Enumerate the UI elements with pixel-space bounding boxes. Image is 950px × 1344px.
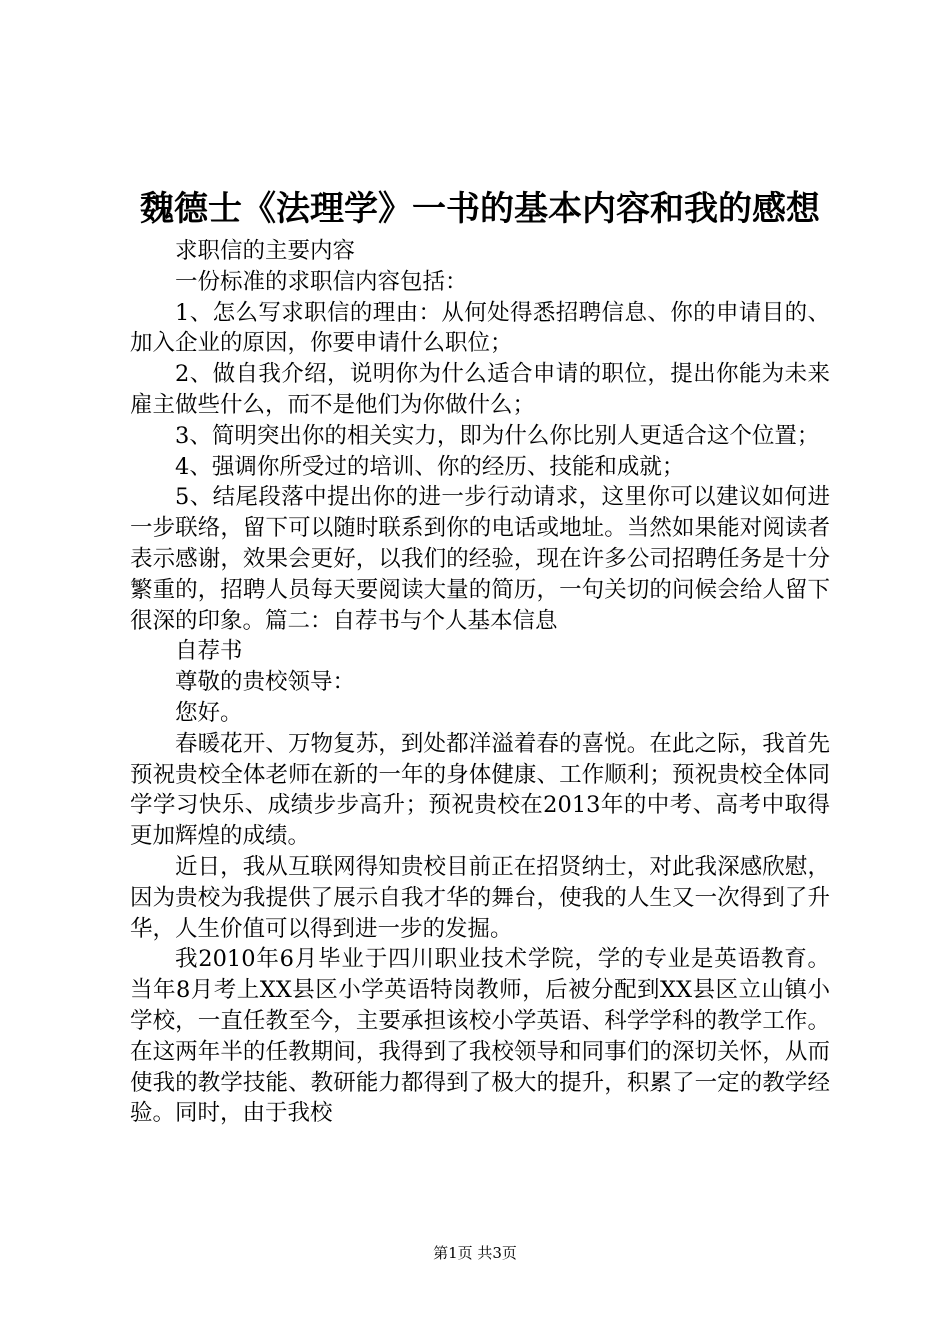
paragraph: 一份标准的求职信内容包括： xyxy=(175,268,468,295)
document-title: 魏德士《法理学》一书的基本内容和我的感想 xyxy=(140,189,820,229)
paragraph: 春暖花开、万物复苏，到处都洋溢着春的喜悦。在此之际，我首先预祝贵校全体老师在新的一年的身体健康、工作顺利；预祝贵校全体同学学习快乐、成绩步步高升；预祝贵校在2013年的中考、高考中取得更加辉煌的成绩。 xyxy=(130,730,830,850)
paragraph: 4、强调你所受过的培训、你的经历、技能和成就； xyxy=(175,453,685,480)
paragraph: 您好。 xyxy=(175,699,243,726)
page-footer: 第1页 共3页 xyxy=(433,1244,517,1262)
document-body xyxy=(130,236,830,1129)
paragraph: 近日，我从互联网得知贵校目前正在招贤纳士，对此我深感欣慰，因为贵校为我提供了展示自我才华的舞台，使我的人生又一次得到了升华，人生价值可以得到进一步的发掘。 xyxy=(130,853,830,942)
paragraph: 3、简明突出你的相关实力，即为什么你比别人更适合这个位置； xyxy=(175,422,820,449)
paragraph: 1、怎么写求职信的理由：从何处得悉招聘信息、你的申请目的、加入企业的原因，你要申请什么职位； xyxy=(130,299,830,357)
paragraph: 我2010年6月毕业于四川职业技术学院，学的专业是英语教育。当年8月考上XX县区小学英语特岗教师，后被分配到XX县区立山镇小学校，一直任教至今，主要承担该校小学英语、科学学科的教学工作。在这两年半的任教期间，我得到了我校领导和同事们的深切关怀，从而使我的教学技能、教研能力都得到了极大的提升，积累了一定的教学经验。同时，由于我校 xyxy=(130,946,830,1127)
paragraph: 2、做自我介绍，说明你为什么适合申请的职位，提出你能为未来雇主做些什么，而不是他们为你做什么； xyxy=(130,361,830,418)
paragraph: 自荐书 xyxy=(175,638,243,665)
paragraph: 尊敬的贵校领导： xyxy=(175,669,356,696)
paragraph: 5、结尾段落中提出你的进一步行动请求，这里你可以建议如何进一步联络，留下可以随时联系到你的电话或地址。当然如果能对阅读者表示感谢，效果会更好，以我们的经验，现在许多公司招聘任务是十分繁重的，招聘人员每天要阅读大量的简历，一句关切的问候会给人留下很深的印象。篇二：自荐书与个人基本信息 xyxy=(130,484,830,634)
paragraph: 求职信的主要内容 xyxy=(175,238,356,264)
